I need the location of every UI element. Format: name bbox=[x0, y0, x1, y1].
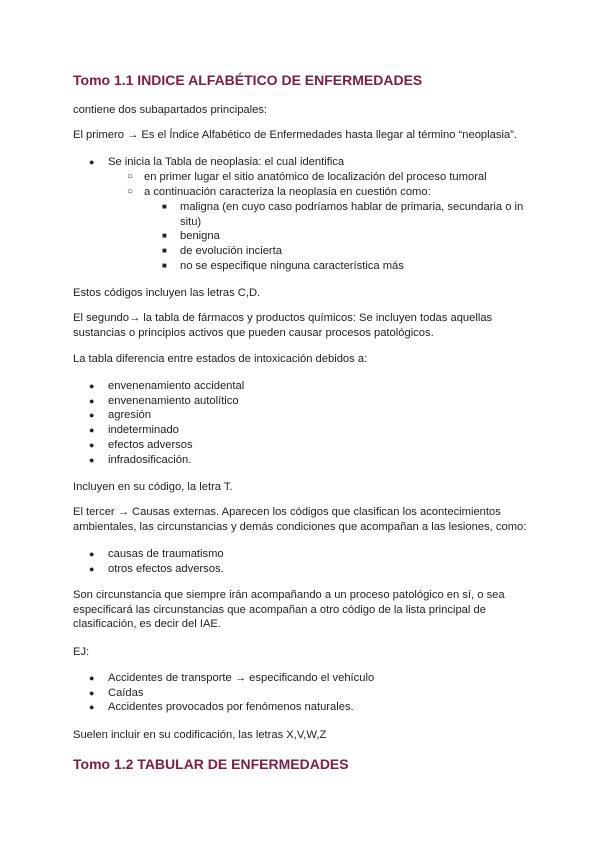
bullet-disc-icon: ● bbox=[89, 410, 95, 420]
bullet-square-icon: ■ bbox=[162, 261, 167, 270]
tabla-diferencia-text: La tabla diferencia entre estados de intoxicación debidos a: bbox=[73, 353, 368, 365]
intro-text: contiene dos subapartados principales: bbox=[73, 104, 268, 116]
list-item-causa bbox=[89, 562, 224, 577]
list-item-text: envenenamiento accidental bbox=[108, 380, 245, 392]
list-item-intox bbox=[89, 408, 151, 423]
type-item-text: no se especifique ninguna característica más bbox=[180, 260, 404, 272]
list-item-text: Accidentes provocados por fenómenos naturales. bbox=[108, 701, 354, 713]
letra-t-text: Incluyen en su código, la letra T. bbox=[73, 481, 233, 493]
segundo-text: El segundo→ la tabla de fármacos y productos químicos: Se incluyen todas aquellas sustancias o principios activos que pueden causar procesos patológicos. bbox=[73, 312, 493, 339]
bullet-disc-icon: ● bbox=[89, 455, 95, 465]
list-item-neoplasia bbox=[89, 155, 345, 170]
bullet-square-icon: ■ bbox=[162, 231, 167, 240]
list-item-intox bbox=[89, 423, 179, 438]
type-item-incierta bbox=[162, 244, 282, 259]
list-item-text: Caídas bbox=[108, 687, 144, 699]
list-item-text: infradosificación. bbox=[108, 454, 192, 466]
type-item-text: de evolución incierta bbox=[180, 245, 282, 257]
list-item-text: Se inicia la Tabla de neoplasia: el cual identifica bbox=[108, 156, 345, 168]
list-item-text: otros efectos adversos. bbox=[108, 563, 224, 575]
type-item-maligna bbox=[162, 200, 540, 229]
bullet-square-icon: ■ bbox=[162, 202, 167, 211]
type-item-text: benigna bbox=[180, 230, 220, 242]
list-item-text: Accidentes de transporte → especificando el vehículo bbox=[108, 672, 375, 684]
bullet-disc-icon: ● bbox=[89, 425, 95, 435]
ej-label: EJ: bbox=[73, 646, 90, 658]
list-item-text: envenenamiento autolítico bbox=[108, 395, 239, 407]
section-heading-tomo-1-2: Tomo 1.2 TABULAR DE ENFERMEDADES bbox=[73, 756, 349, 772]
bullet-disc-icon: ● bbox=[89, 396, 95, 406]
list-item-text: agresión bbox=[108, 409, 151, 421]
type-item-benigna bbox=[162, 229, 220, 244]
bullet-circle-icon: ○ bbox=[127, 171, 134, 182]
list-item-text: indeterminado bbox=[108, 424, 179, 436]
sublist-item-caracteriza bbox=[127, 185, 431, 200]
primero-text: El primero → Es el Índice Alfabético de Enfermedades hasta llegar al término “neoplasia”. bbox=[73, 129, 517, 141]
section-heading-tomo-1-1: Tomo 1.1 INDICE ALFABÉTICO DE ENFERMEDADES bbox=[73, 72, 423, 88]
letras-xvwz-text: Suelen incluir en su codificación, las letras X,V,W,Z bbox=[73, 729, 327, 741]
sublist-item-sitio bbox=[127, 170, 487, 185]
list-item-ejemplo bbox=[89, 700, 354, 715]
list-item-intox bbox=[89, 379, 245, 394]
codigos-cd-text: Estos códigos incluyen las letras C,D. bbox=[73, 287, 261, 299]
list-item-text: causas de traumatismo bbox=[108, 548, 224, 560]
list-item-intox bbox=[89, 453, 192, 468]
list-item-ejemplo bbox=[89, 671, 375, 686]
type-item-no-especifique bbox=[162, 259, 404, 274]
list-item-text: efectos adversos bbox=[108, 439, 193, 451]
bullet-disc-icon: ● bbox=[89, 549, 95, 559]
sublist-item-text: en primer lugar el sitio anatómico de localización del proceso tumoral bbox=[144, 171, 487, 183]
bullet-disc-icon: ● bbox=[89, 688, 95, 698]
bullet-disc-icon: ● bbox=[89, 157, 95, 167]
list-item-intox bbox=[89, 394, 239, 409]
circunstancia-text: Son circunstancia que siempre irán acompañando a un proceso patológico en sí, o sea especificará las circunstancias que acompañan a otro código de la lista principal de clasificación, es decir del IAE. bbox=[73, 589, 505, 631]
bullet-disc-icon: ● bbox=[89, 564, 95, 574]
bullet-disc-icon: ● bbox=[89, 673, 95, 683]
bullet-disc-icon: ● bbox=[89, 702, 95, 712]
tercer-text: El tercer → Causas externas. Aparecen los códigos que clasifican los acontecimientos ambientales, las circunstancias y demás condiciones que acompañan a las lesiones, como: bbox=[73, 506, 527, 533]
bullet-circle-icon: ○ bbox=[127, 186, 134, 197]
bullet-disc-icon: ● bbox=[89, 381, 95, 391]
list-item-ejemplo bbox=[89, 686, 144, 701]
bullet-disc-icon: ● bbox=[89, 440, 95, 450]
sublist-item-text: a continuación caracteriza la neoplasia en cuestión como: bbox=[144, 186, 431, 198]
list-item-intox bbox=[89, 438, 193, 453]
type-item-text: maligna (en cuyo caso podríamos hablar de primaria, secundaria o in situ) bbox=[180, 201, 524, 228]
bullet-square-icon: ■ bbox=[162, 246, 167, 255]
list-item-causa bbox=[89, 547, 224, 562]
